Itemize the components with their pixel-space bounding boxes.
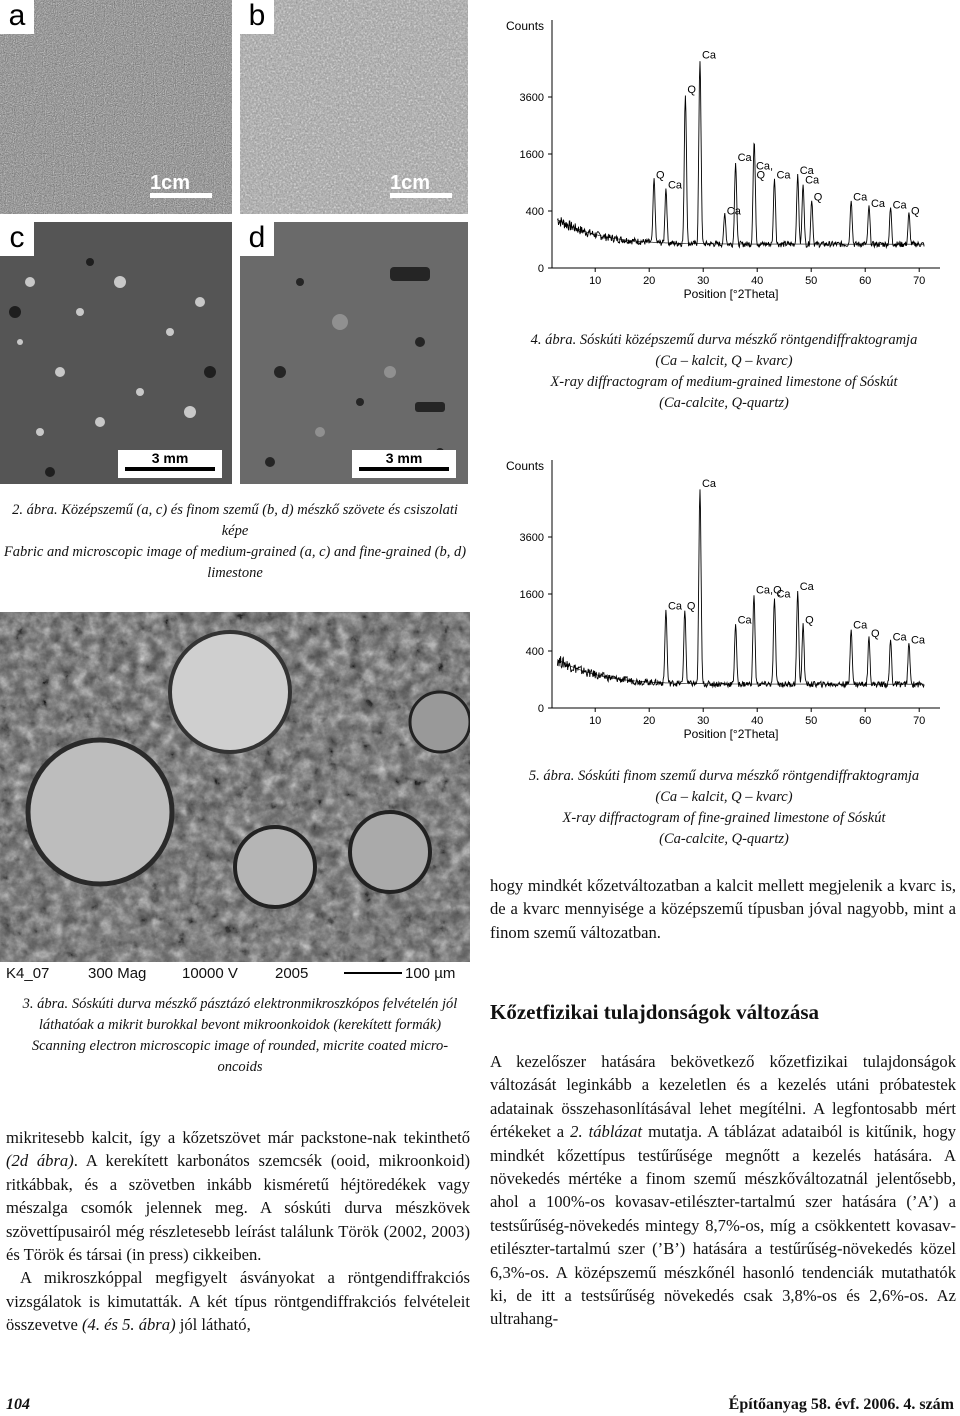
fig5-text-hu: Sóskúti finom szemű durva mészkő röntgendiffraktogramja <box>578 768 920 784</box>
y-tick-label: 1600 <box>519 149 544 161</box>
x-tick-label: 60 <box>859 275 872 287</box>
peak-label: Ca <box>892 631 907 644</box>
peak-label: Q <box>686 600 696 613</box>
peak-label: Ca <box>737 614 752 627</box>
fig2-text-hu: Középszemű (a, c) és finom szemű (b, d) mészkő szövete és csiszolati képe <box>61 502 458 539</box>
peak-label: Ca <box>776 588 791 601</box>
photo-a <box>0 0 232 214</box>
fig4-text-en2: (Ca-calcite, Q-quartz) <box>659 395 789 411</box>
scale-text-b: 1cm <box>390 172 431 194</box>
photo-d-texture <box>240 222 468 484</box>
fig4-text-hu: Sóskúti középszemű durva mészkő röntgendiffraktogramja <box>579 332 918 348</box>
peak-label: Q <box>656 169 665 182</box>
fig3-text-hu: Sóskúti durva mészkő pásztázó elektronmikroszkópos felvételén jól láthatóak a mikrit burokkal bevont mikroonkoidok (kerekített formák) <box>38 996 458 1033</box>
x-tick-label: 70 <box>913 715 926 727</box>
peak-label: Ca <box>701 477 717 490</box>
scale-label-a <box>150 172 212 198</box>
background-line <box>557 220 924 245</box>
x-tick-label: 60 <box>859 715 872 727</box>
scale-label-b <box>390 172 452 198</box>
peak-label: Ca <box>799 164 814 177</box>
panel-label-a: a <box>0 0 34 34</box>
left-paragraph-2: A mikroszkóppal megfigyelt ásványokat a röntgendiffrakciós vizsgálatok is kimutatták. A két típus röntgendiffrakciós felvételeit összevetve (4. és 5. ábra) jól látható, <box>6 1268 470 1335</box>
x-tick-label: 20 <box>643 715 656 727</box>
panel-label-d: d <box>240 222 274 256</box>
sem-voltage: 10000 V <box>182 965 238 982</box>
fig2-text-en: Fabric and microscopic image of medium-grained (a, c) and fine-grained (b, d) limestone <box>3 544 467 581</box>
peak-label: Ca <box>776 169 791 182</box>
peak-label: Q <box>813 191 823 204</box>
y-axis-label: Counts <box>506 459 545 473</box>
sem-magnification: 300 Mag <box>88 965 147 982</box>
diffraction-pattern <box>557 489 924 687</box>
scale-text-c: 3 mm <box>151 450 189 466</box>
sem-scale-bar <box>344 972 402 974</box>
x-tick-label: 50 <box>805 715 818 727</box>
fig4-caption <box>490 330 958 414</box>
x-tick-label: 50 <box>805 275 818 287</box>
fig4-text-en: X-ray diffractogram of medium-grained limestone of Sóskút <box>550 374 898 390</box>
peak-label: Ca <box>726 205 741 218</box>
xrd-chart-5 <box>490 440 960 762</box>
peak-label: Ca <box>910 634 926 647</box>
peak-label: Ca <box>853 191 868 204</box>
x-tick-label: 10 <box>589 715 602 727</box>
sem-id: K4_07 <box>6 965 50 982</box>
y-tick-label: 1600 <box>519 589 544 601</box>
y-axis-label: Counts <box>506 19 545 33</box>
fig5-text-en: X-ray diffractogram of fine-grained limestone of Sóskút <box>562 810 886 826</box>
page-number: 104 <box>6 1396 30 1413</box>
photo-c-texture <box>0 222 232 484</box>
x-tick-label: 40 <box>751 715 764 727</box>
fig4-number: 4. ábra. <box>530 332 577 348</box>
y-tick-label: 0 <box>537 703 544 715</box>
scale-text-a: 1cm <box>150 172 191 194</box>
journal-name: Építőanyag 58. évf. 2006. 4. szám <box>728 1396 954 1413</box>
panel-label-b: b <box>240 0 274 34</box>
peak-label: Ca <box>667 600 683 613</box>
fig5-text-hu2: (Ca – kalcit, Q – kvarc) <box>655 789 793 805</box>
scale-box-d <box>352 450 456 478</box>
x-tick-label: 70 <box>913 275 926 287</box>
left-paragraph-1: mikritesebb kalcit, így a kőzetszövet már packstone-nak tekinthető (2d ábra). A kerekített karbonátos szemcsék (ooid, mikroonkoid) ritkábbak, és a szövetben inkább kisméretű héjtöredékek vagy mészalga csomók jelennek meg. A sóskúti durva mészkövek szövettípusairól még részletesebb leírást találunk Török (2002, 2003) és Török és társai (in press) cikkeiben. <box>6 1128 470 1265</box>
peak-label: Q <box>805 614 814 627</box>
fig2-number: 2. ábra. <box>12 502 58 518</box>
photo-d <box>240 222 468 484</box>
background-line <box>557 660 924 685</box>
fig3-caption <box>10 994 470 1078</box>
xrd-chart-4 <box>490 0 960 322</box>
x-axis-label: Position [°2Theta] <box>683 287 779 301</box>
right-paragraph-1: A kezelőszer hatására bekövetkező kőzetfizikai tulajdonságok változását leginkább a kezeletlen és a kezelés utáni próbatestek adatainak összehasonlításával lehet megítélni. A legfontosabb mért értékeket a 2. táblázat mutatja. A táblázat adataiból is kitűnik, hogy mindkét kőzettípus testűrűsége megnőtt a kezelés hatására. A növekedés mértéke a finom szemű mészkőváltozatnál jelentősebb, ahol a 100%-os kovasav-etilészter-tartalmú szer hatására (’A’) a testsűrűség-növekedés mintegy 8,7%-os, míg a csökkentett kovasav-etilészter-tartalmú szer (’B’) hatására a testűrűség-növekedés közel 6,3%-os. A középszemű mészkőnél hasonló tendenciák mutathatók ki, de itt a testsűrűség növekedés csak 3,8%-os és 2,6%-os. Az ultrahang- <box>490 1052 956 1329</box>
y-tick-label: 400 <box>525 646 544 658</box>
sem-scale: 100 µm <box>405 965 456 982</box>
section-heading: Kőzetfizikai tulajdonságok változása <box>490 1000 819 1024</box>
peak-label: Ca, <box>755 160 774 173</box>
peak-label: Ca,Q <box>755 584 782 597</box>
x-tick-label: 40 <box>751 275 764 287</box>
fig3-text-en: Scanning electron microscopic image of rounded, micrite coated micro-oncoids <box>31 1038 449 1075</box>
x-tick-label: 10 <box>589 275 602 287</box>
left-column-text <box>6 1126 470 1337</box>
peak-label: Ca <box>737 152 752 165</box>
sem-texture <box>0 612 470 986</box>
fig5-caption <box>490 766 958 850</box>
fig5-number: 5. ábra. <box>528 768 575 784</box>
scale-box-c <box>118 450 222 478</box>
sem-year: 2005 <box>275 965 309 982</box>
peak-label: Q <box>687 84 696 96</box>
y-tick-label: 3600 <box>519 532 544 544</box>
x-tick-label: 30 <box>697 715 710 727</box>
peak-label: Ca <box>870 198 886 210</box>
sem-photo <box>0 612 470 986</box>
peak-label: Q <box>756 169 766 182</box>
scale-text-d: 3 mm <box>385 450 423 466</box>
x-tick-label: 30 <box>697 275 710 287</box>
right-section-text <box>490 1050 956 1331</box>
peak-label: Q <box>910 205 920 218</box>
peak-label: Ca <box>799 581 814 593</box>
y-tick-label: 400 <box>525 206 544 218</box>
right-top-paragraph <box>490 874 956 944</box>
peak-label: Ca <box>892 199 907 212</box>
panel-label-c: c <box>0 222 34 256</box>
peak-label: Ca <box>667 179 683 192</box>
scale-bar-c <box>125 467 215 471</box>
y-tick-label: 3600 <box>519 92 544 104</box>
fig5-text-en2: (Ca-calcite, Q-quartz) <box>659 831 789 847</box>
fig4-text-hu2: (Ca – kalcit, Q – kvarc) <box>655 353 793 369</box>
peak-label: Ca <box>701 49 717 62</box>
sem-info-bar <box>0 962 470 986</box>
peak-label: Ca <box>805 174 820 187</box>
peak-label: Ca <box>853 619 868 632</box>
x-tick-label: 20 <box>643 275 656 287</box>
x-axis-label: Position [°2Theta] <box>683 727 779 741</box>
photo-b <box>240 0 468 214</box>
peak-label: Q <box>870 628 880 641</box>
fig2-caption <box>0 500 470 584</box>
scale-bar-d <box>359 467 449 471</box>
photo-c <box>0 222 232 484</box>
fig3-number: 3. ábra. <box>22 996 69 1012</box>
y-tick-label: 0 <box>537 263 544 275</box>
right-top-text: hogy mindkét kőzetváltozatban a kalcit mellett megjelenik a kvarc is, de a kvarc mennyisége a középszemű típusban jóval nagyobb, mint a finom szemű változatban. <box>490 876 956 942</box>
